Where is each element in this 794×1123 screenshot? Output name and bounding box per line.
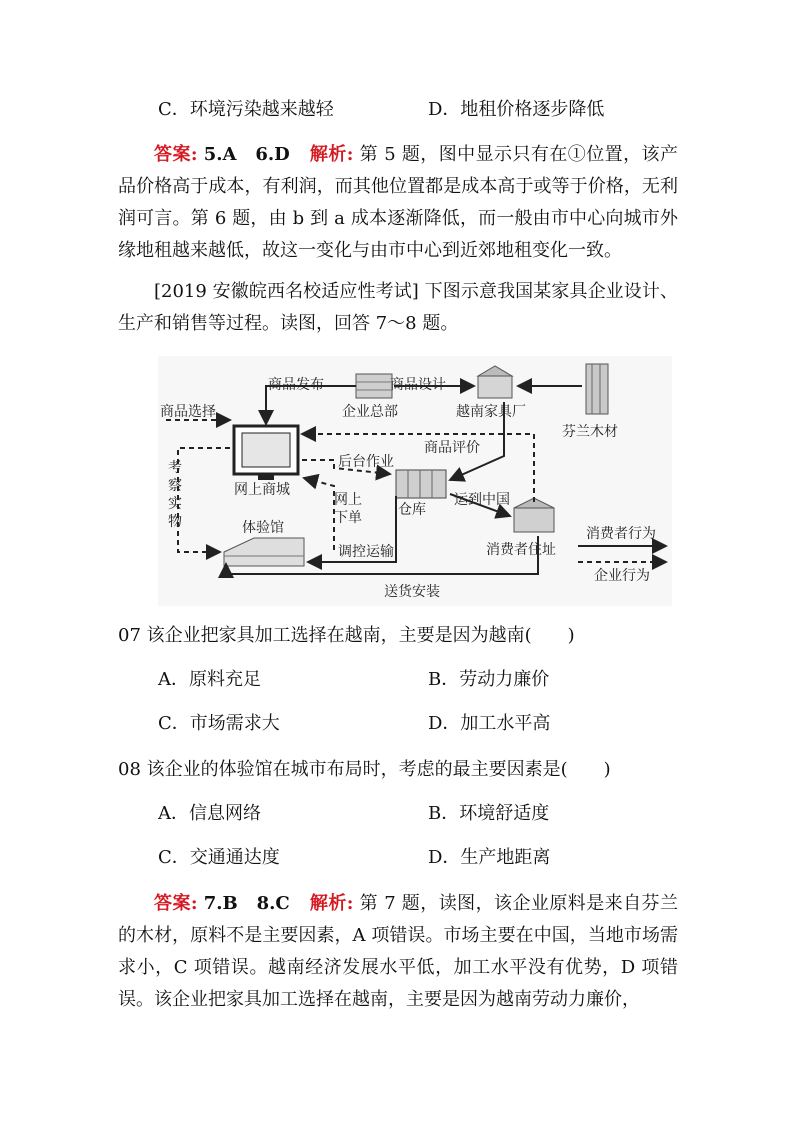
furniture-process-diagram [158, 356, 672, 606]
label-inspect-2: 察 [168, 478, 182, 494]
analysis-label: 解析: [309, 893, 354, 914]
label-inspect-3: 实 [168, 496, 182, 512]
answer-values: 7.B 8.C [203, 893, 290, 914]
label-backend: 后台作业 [338, 454, 394, 470]
warehouse-icon [396, 470, 446, 498]
label-shop: 网上商城 [234, 482, 290, 498]
label-factory: 越南家具厂 [456, 404, 526, 420]
question-7-stem: 07 该企业把家具加工选择在越南，主要是因为越南( ) [118, 625, 575, 646]
question-8-option-c: C．交通通达度 [158, 847, 280, 868]
label-order-2: 下单 [334, 510, 362, 526]
analysis-text: 第 5 题，图中显示只有在①位置，该产品价格高于成本，有利润，而其他位置都是成本高于或等于价格，无利润可言。第 6 题，由 b 到 a 成本逐渐降低，而一般由市中心向城市外缘地租越来越低，故这一变化与由市中心到近郊地租变化一致。 [118, 144, 678, 261]
question-7-option-c: C．市场需求大 [158, 713, 280, 734]
label-inspect-4: 物 [168, 514, 182, 530]
label-consumer: 消费者住址 [486, 542, 556, 558]
question-intro: [2019 安徽皖西名校适应性考试] 下图示意我国某家具企业设计、生产和销售等过程。读图，回答 7～8 题。 [118, 281, 678, 334]
label-design: 商品设计 [390, 377, 446, 393]
label-consumer-behavior: 消费者行为 [586, 526, 656, 542]
label-transport: 运到中国 [454, 492, 510, 508]
answer-label: 答案: [154, 893, 198, 914]
option-d-prev: D．地租价格逐步降低 [428, 99, 605, 120]
question-7-option-a: A．原料充足 [158, 669, 261, 690]
question-7-option-d: D．加工水平高 [428, 713, 551, 734]
label-order-1: 网上 [334, 492, 362, 508]
answer-block-2 [118, 888, 678, 1016]
question-8-option-d: D．生产地距离 [428, 847, 551, 868]
label-dispatch: 调控运输 [338, 544, 394, 560]
question-7-option-b: B．劳动力廉价 [428, 669, 550, 690]
timber-icon [586, 364, 608, 414]
answer-values: 5.A 6.D [203, 144, 290, 165]
label-hq: 企业总部 [342, 404, 398, 420]
question-8-stem: 08 该企业的体验馆在城市布局时，考虑的最主要因素是( ) [118, 759, 611, 780]
label-delivery: 送货安装 [384, 584, 440, 600]
answer-block-1 [118, 139, 678, 267]
label-wood: 芬兰木材 [562, 424, 618, 440]
label-inspect-1: 考 [168, 460, 182, 476]
analysis-label: 解析: [309, 144, 354, 165]
label-showroom: 体验馆 [242, 520, 284, 536]
label-select: 商品选择 [160, 404, 216, 420]
computer-icon [234, 426, 298, 480]
answer-label: 答案: [154, 144, 198, 165]
label-review: 商品评价 [424, 440, 480, 456]
question-8-option-b: B．环境舒适度 [428, 803, 550, 824]
question-8-option-a: A．信息网络 [158, 803, 261, 824]
label-company-behavior: 企业行为 [594, 568, 650, 584]
analysis-text: 第 7 题，读图，该企业原料是来自芬兰的木材，原料不是主要因素，A 项错误。市场主要在中国，当地市场需求小，C 项错误。越南经济发展水平低，加工水平没有优势，D 项错误。该企业把家具加工选择在越南，主要是因为越南劳动力廉价， [118, 893, 678, 1010]
office-building-icon [356, 374, 392, 398]
label-release: 商品发布 [268, 377, 324, 393]
option-c-prev: C．环境污染越来越轻 [158, 99, 334, 120]
label-warehouse: 仓库 [398, 502, 426, 518]
